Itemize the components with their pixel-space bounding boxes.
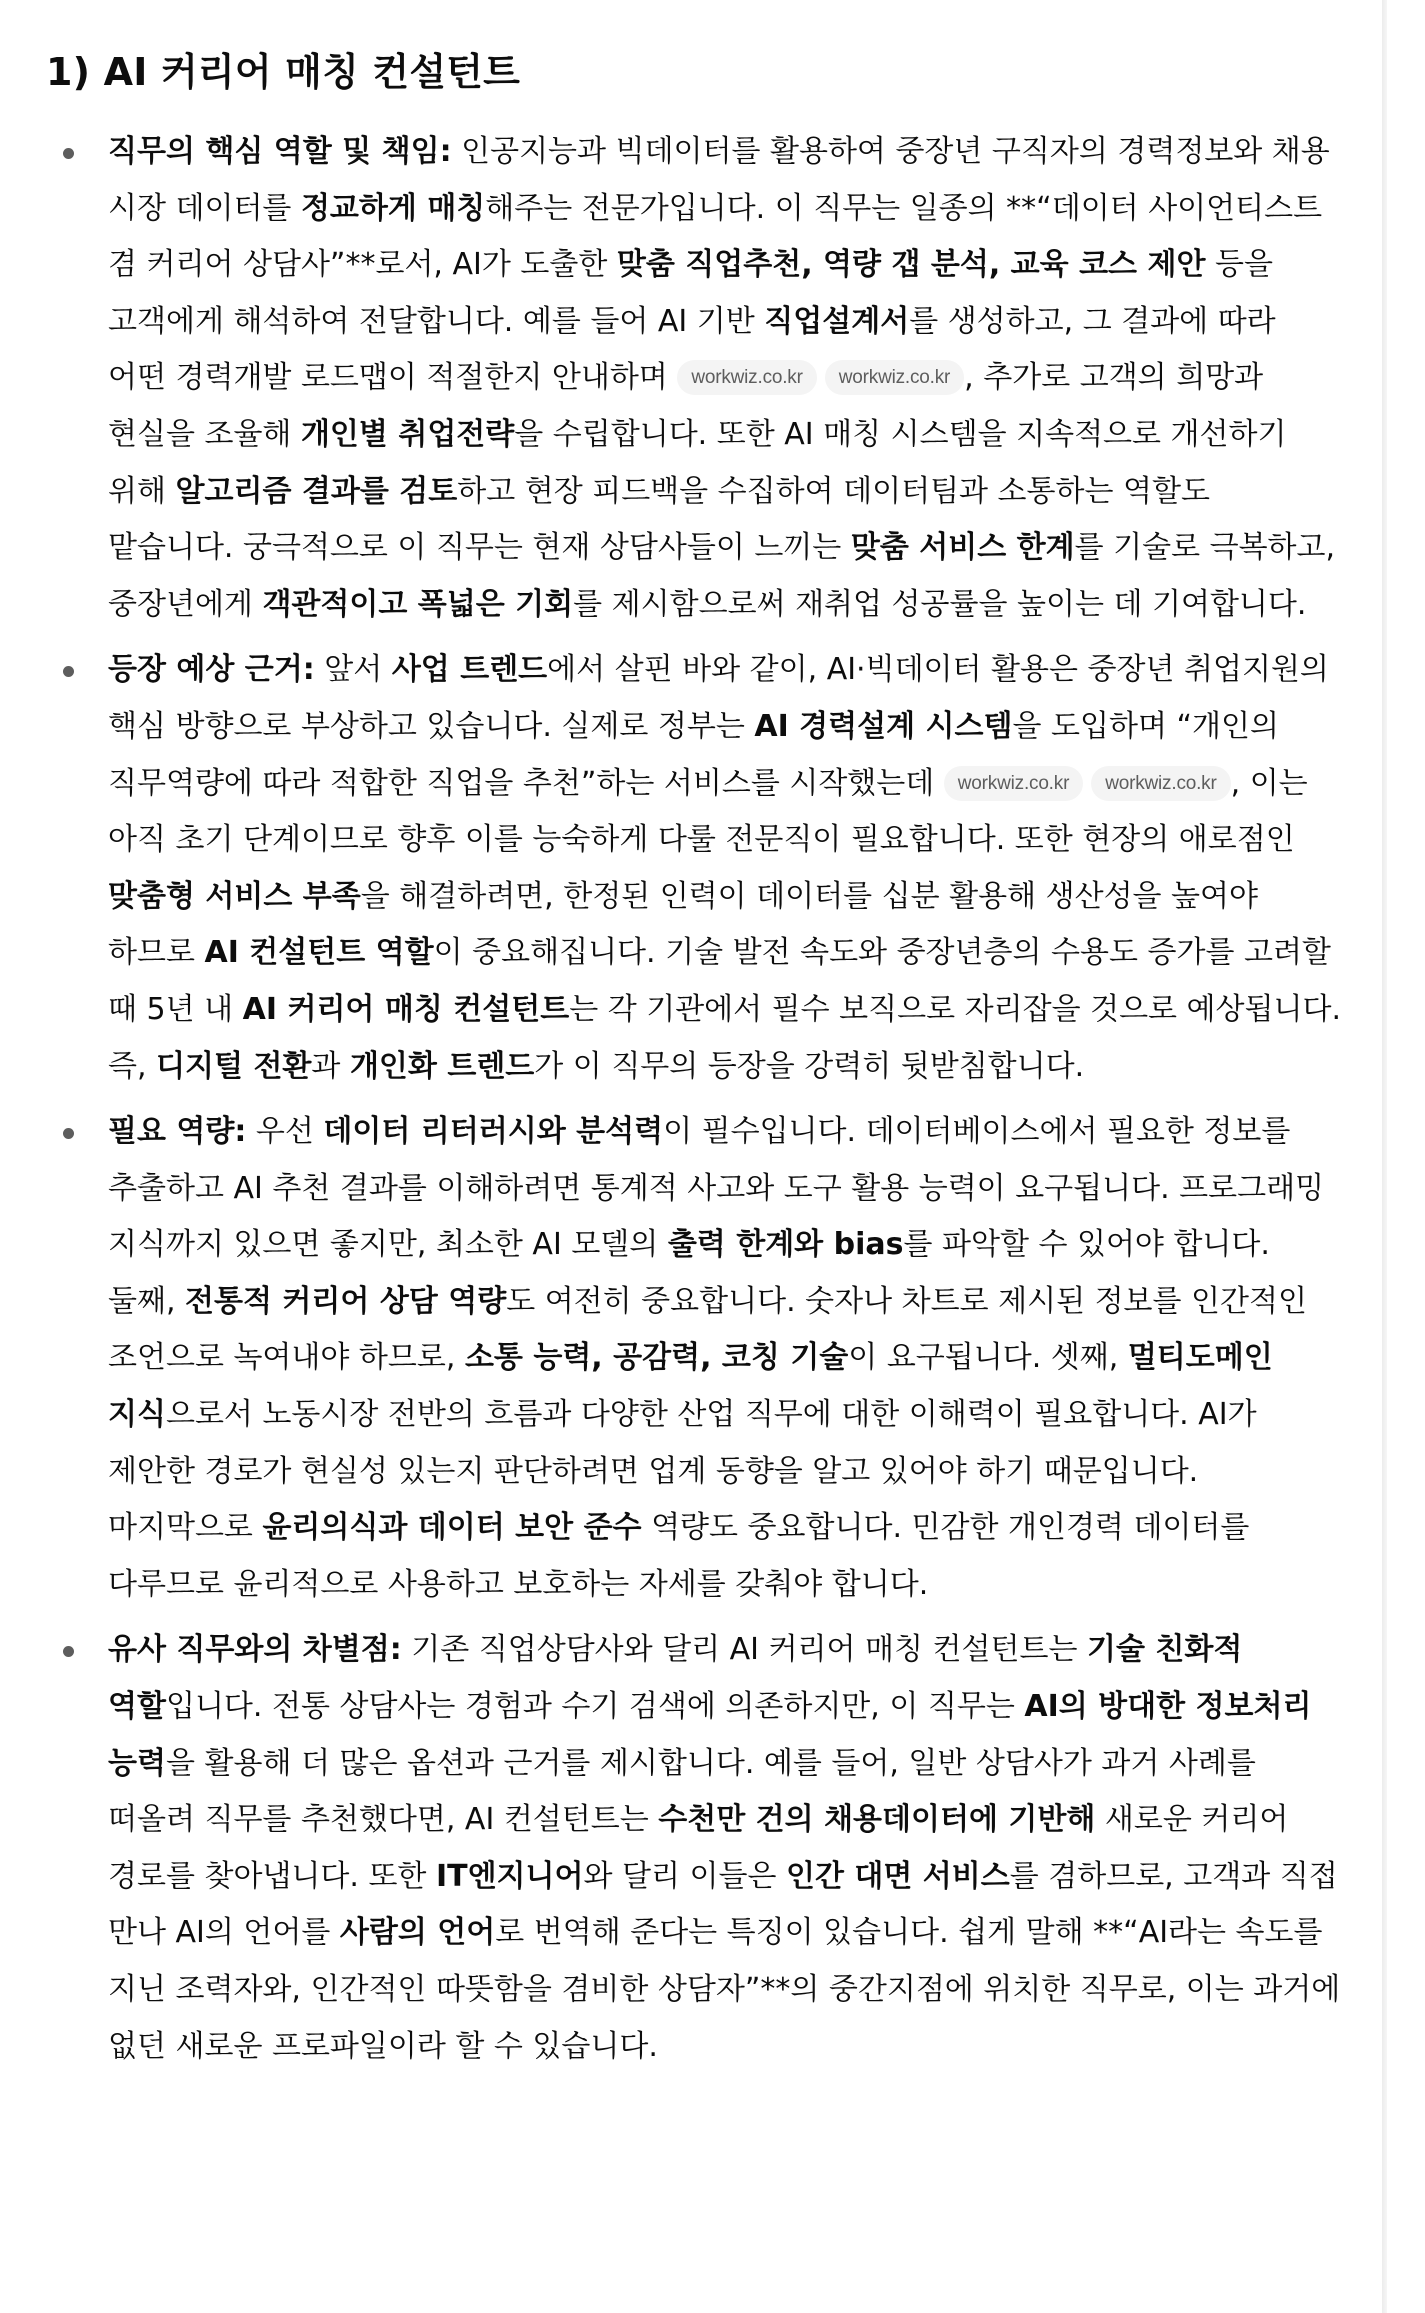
bold-emphasis: 디지털 전환: [156, 1048, 312, 1084]
body-text: 이 중요해집니다. 기술 발전 속도와 중장년층의 수용도 증가를 고려할 때 5년 내: [108, 935, 1331, 1027]
bold-emphasis: IT엔지니어: [435, 1858, 584, 1894]
body-text: 입니다. 전통 상담사는 경험과 수기 검색에 의존하지만, 이 직무는: [165, 1689, 1025, 1725]
bold-emphasis: 수천만 건의 채용데이터에 기반해: [658, 1802, 1096, 1838]
body-text: , 이는 아직 초기 단계이므로 향후 이를 능숙하게 다룰 전문직이 필요합니다. 또한 현장의 애로점인: [108, 765, 1308, 858]
citation-chip-link[interactable]: workwiz.co.kr: [677, 360, 816, 395]
bold-emphasis: 데이터 리터러시와 분석력: [323, 1114, 664, 1150]
list-item-core-role: [0, 124, 1382, 633]
item-body: [108, 1632, 1340, 2063]
body-text: 앞서: [314, 652, 392, 688]
body-text: 를 겸하므로, 고객과 직접 만나 AI의 언어를: [108, 1858, 1338, 1951]
list-item-required-skills: [0, 1104, 1382, 1613]
body-text: 이 필수입니다. 데이터베이스에서 필요한 정보를 추출하고 AI 추천 결과를 이해하려면 통계적 사고와 도구 활용 능력이 요구됩니다. 프로그래밍 지식까지 있으면 좋지만, 최소한 AI 모델의: [108, 1114, 1325, 1263]
citation-chip-link[interactable]: workwiz.co.kr: [825, 360, 964, 395]
body-text: 를 기술로 극복하고, 중장년에게: [108, 530, 1336, 622]
bold-emphasis: 맞춤 서비스 한계: [850, 530, 1075, 566]
bold-emphasis: 개인별 취업전략: [300, 416, 515, 452]
body-text: 기존 직업상담사와 달리 AI 커리어 매칭 컨설턴트는: [401, 1632, 1087, 1668]
body-text: 으로서 노동시장 전반의 흐름과 다양한 산업 직무에 대한 이해력이 필요합니다. AI가 제안한 경로가 현실성 있는지 판단하려면 업계 동향을 알고 있어야 하기 때문입니다. 마지막으로: [108, 1397, 1257, 1546]
bold-emphasis: AI 경력설계 시스템: [754, 708, 1013, 744]
body-text: , 추가로 고객의 희망과 현실을 조율해: [108, 360, 1264, 452]
bold-emphasis: AI 커리어 매칭 컨설턴트: [242, 991, 570, 1027]
bullet-dot-icon: [63, 666, 74, 677]
bold-emphasis: AI의 방대한 정보처리 능력: [108, 1689, 1312, 1781]
body-text: 에서 살핀 바와 같이, AI·빅데이터 활용은 중장년 취업지원의 핵심 방향으로 부상하고 있습니다. 실제로 정부는: [108, 652, 1329, 744]
item-heading: 유사 직무와의 차별점:: [108, 1632, 402, 1668]
bold-emphasis: 알고리즘 결과를 검토: [175, 473, 458, 509]
item-heading: 필요 역량:: [108, 1114, 247, 1150]
bold-emphasis: 사람의 언어: [339, 1915, 496, 1951]
body-text: 를 제시함으로써 재취업 성공률을 높이는 데 기여합니다.: [573, 586, 1307, 622]
body-text: 인공지능과 빅데이터를 활용하여 중장년 구직자의 경력정보와 채용 시장 데이터를: [108, 134, 1330, 226]
bold-emphasis: 사업 트렌드: [391, 652, 548, 688]
section-title: 1) AI 커리어 매칭 컨설턴트: [46, 50, 521, 94]
body-text: 을 도입하며 “개인의 직무역량에 따라 적합한 직업을 추천”하는 서비스를 시작했는데: [108, 708, 1279, 801]
body-text: 을 수립합니다. 또한 AI 매칭 시스템을 지속적으로 개선하기 위해: [108, 416, 1287, 509]
body-text: 가 이 직무의 등장을 강력히 뒷받침합니다.: [534, 1048, 1085, 1084]
body-text: 이 요구됩니다. 셋째,: [848, 1340, 1128, 1376]
citation-chip-link[interactable]: workwiz.co.kr: [944, 766, 1083, 801]
bullet-dot-icon: [63, 1128, 74, 1139]
bold-emphasis: 출력 한계와 bias: [667, 1227, 904, 1263]
job-detail-list: [0, 124, 1382, 2084]
bold-emphasis: 맞춤형 서비스 부족: [108, 878, 361, 914]
bold-emphasis: 직업설계서: [764, 303, 910, 339]
list-item-differentiation: [0, 1622, 1382, 2075]
item-heading: 등장 예상 근거:: [108, 652, 315, 688]
bold-emphasis: 맞춤 직업추천, 역량 갭 분석, 교육 코스 제안: [616, 247, 1206, 283]
body-text: 로 번역해 준다는 특징이 있습니다. 쉽게 말해 **“AI라는 속도를 지닌 조력자와, 인간적인 따뜻함을 겸비한 상담자”**의 중간지점에 위치한 직무로, 이는 과거에 없던 새로운 프로파일이라 할 수 있습니다.: [108, 1915, 1341, 2064]
bold-emphasis: 소통 능력, 공감력, 코칭 기술: [464, 1340, 849, 1376]
body-text: 를 파악할 수 있어야 합니다. 둘째,: [108, 1227, 1270, 1319]
body-text: 와 달리 이들은: [583, 1858, 786, 1894]
scrollbar-area[interactable]: [1387, 0, 1425, 2313]
bullet-dot-icon: [63, 1646, 74, 1657]
citation-chip-link[interactable]: workwiz.co.kr: [1091, 766, 1230, 801]
bold-emphasis: 멀티도메인 지식: [108, 1340, 1273, 1433]
item-body: [108, 1114, 1324, 1602]
body-text: 을 활용해 더 많은 옵션과 근거를 제시합니다. 예를 들어, 일반 상담사가 과거 사례를 떠올려 직무를 추천했다면, AI 컨설턴트는: [108, 1745, 1256, 1838]
body-text: 우선: [246, 1114, 324, 1150]
bold-emphasis: 기술 친화적 역할: [108, 1632, 1243, 1725]
body-text: 을 해결하려면, 한정된 인력이 데이터를 십분 활용해 생산성을 높여야 하므로: [108, 878, 1258, 971]
bold-emphasis: AI 컨설턴트 역할: [204, 935, 434, 971]
body-text: 는 각 기관에서 필수 보직으로 자리잡을 것으로 예상됩니다. 즉,: [108, 991, 1341, 1084]
body-text: 해주는 전문가입니다. 이 직무는 일종의 **“데이터 사이언티스트 겸 커리어 상담사”**로서, AI가 도출한: [108, 190, 1323, 283]
bold-emphasis: 윤리의식과 데이터 보안 준수: [262, 1510, 642, 1546]
bold-emphasis: 전통적 커리어 상담 역량: [185, 1283, 507, 1319]
body-text: 역량도 중요합니다. 민감한 개인경력 데이터를 다루므로 윤리적으로 사용하고 보호하는 자세를 갖춰야 합니다.: [108, 1510, 1250, 1602]
body-text: 하고 현장 피드백을 수집하여 데이터팀과 소통하는 역할도 맡습니다. 궁극적으로 이 직무는 현재 상담사들이 느끼는: [108, 473, 1210, 566]
item-body: [108, 134, 1335, 622]
list-item-emergence-rationale: [0, 642, 1382, 1095]
body-text: 등을 고객에게 해석하여 전달합니다. 예를 들어 AI 기반: [108, 247, 1273, 339]
bold-emphasis: 인간 대면 서비스: [786, 1858, 1010, 1894]
bold-emphasis: 개인화 트렌드: [349, 1048, 535, 1084]
bullet-dot-icon: [63, 148, 74, 159]
body-text: 도 여전히 중요합니다. 숫자나 차트로 제시된 정보를 인간적인 조언으로 녹여내야 하므로,: [108, 1283, 1307, 1376]
bold-emphasis: 정교하게 매칭: [300, 190, 486, 226]
body-text: 과: [311, 1048, 350, 1084]
body-text: 새로운 커리어 경로를 찾아냅니다. 또한: [108, 1802, 1289, 1894]
body-text: 를 생성하고, 그 결과에 따라 어떤 경력개발 로드맵이 적절한지 안내하며: [108, 303, 1276, 396]
item-heading: 직무의 핵심 역할 및 책임:: [108, 134, 452, 169]
bold-emphasis: 객관적이고 폭넓은 기회: [262, 586, 574, 622]
item-body: [108, 652, 1341, 1083]
